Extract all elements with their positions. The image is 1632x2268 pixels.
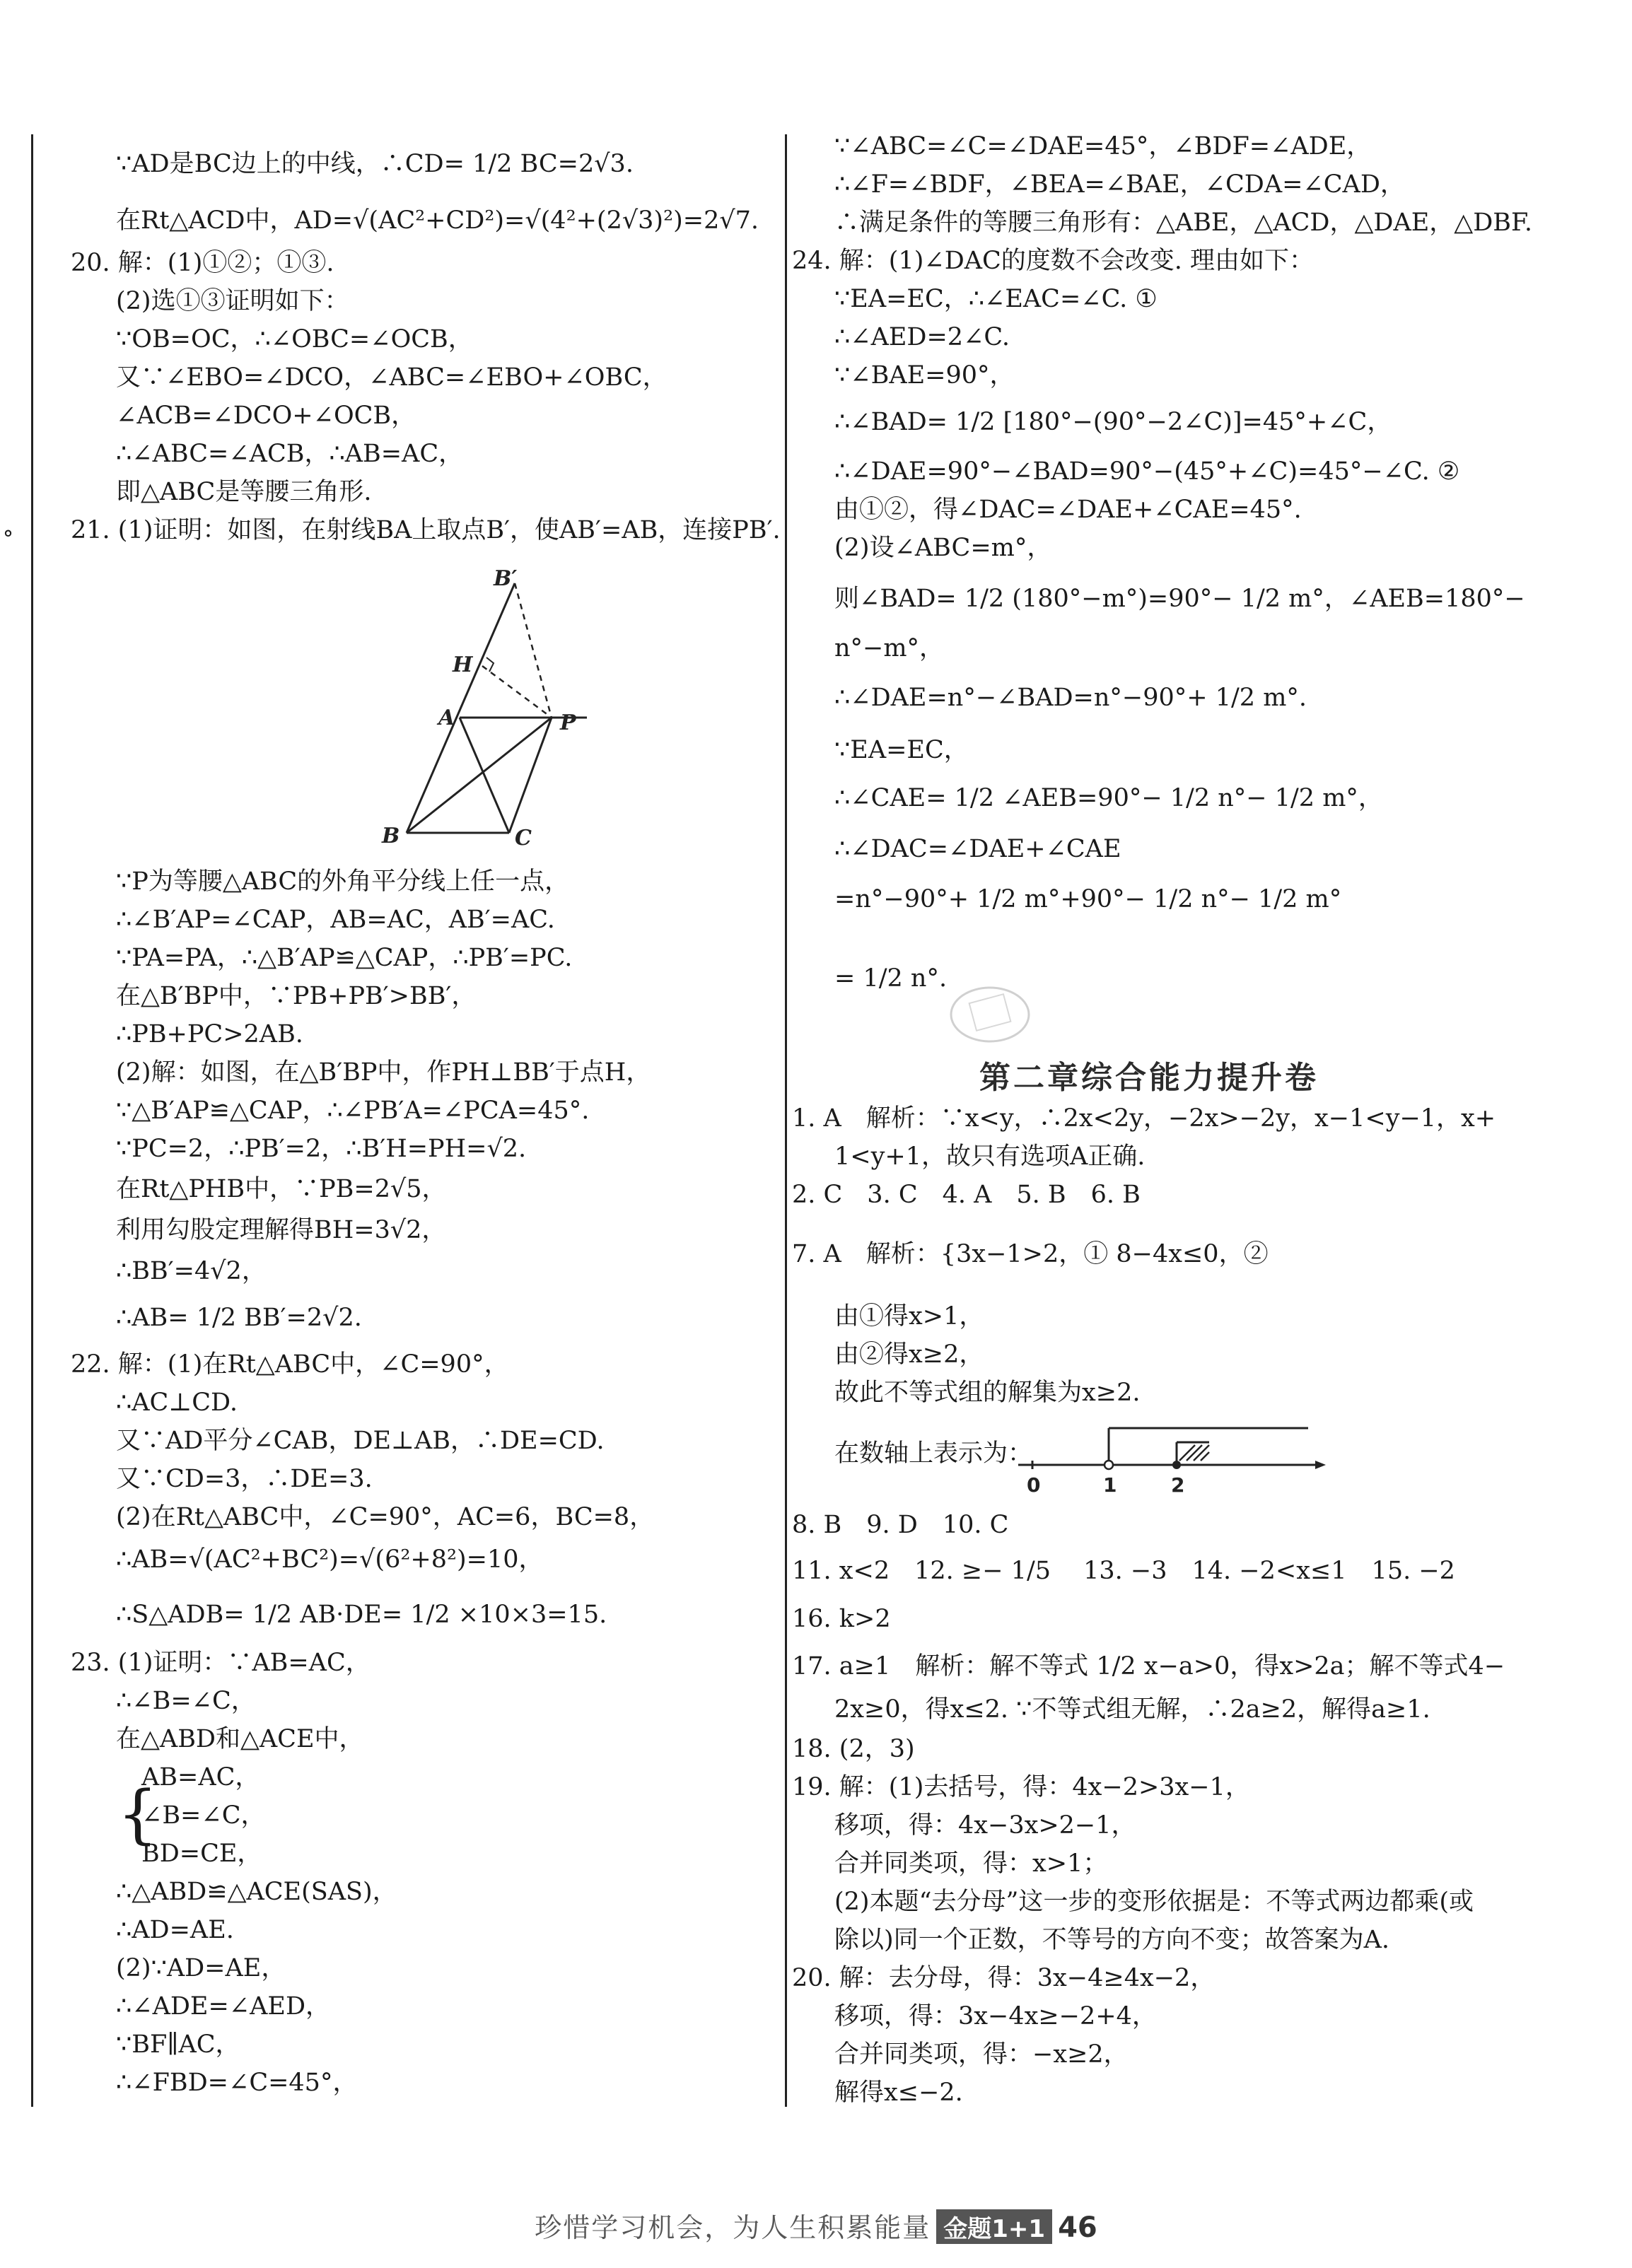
text-line: 24. 解：(1)∠DAC的度数不会改变. 理由如下： bbox=[792, 247, 1315, 275]
text-line: (2)本题“去分母”这一步的变形依据是：不等式两边都乘(或 bbox=[834, 1888, 1474, 1916]
text-line: ∴满足条件的等腰三角形有：△ABE，△ACD，△DAE，△DBF. bbox=[834, 209, 1532, 237]
text-line: ∵EA=EC，∴∠EAC=∠C. ① bbox=[834, 285, 1158, 313]
text-line: AB=AC， bbox=[141, 1763, 260, 1791]
text-line: 移项，得：3x−4x≥−2+4， bbox=[834, 2002, 1157, 2030]
text-line: BD=CE， bbox=[141, 1840, 262, 1868]
text-line: 又∵AD平分∠CAB，DE⊥AB，∴DE=CD. bbox=[116, 1427, 605, 1455]
text-line: 1. A 解析：∵x<y，∴2x<2y，−2x>−2y，x−1<y−1，x+ bbox=[792, 1104, 1496, 1133]
text-line: ∵∠BAE=90°， bbox=[834, 361, 1015, 390]
text-line: = 1/2 n°. bbox=[834, 964, 948, 993]
text-line: ∴∠B′AP=∠CAP，AB=AC，AB′=AC. bbox=[116, 906, 555, 934]
text-line: ∵PC=2，∴PB′=2，∴B′H=PH=√2. bbox=[116, 1135, 527, 1163]
tick-label-0: 0 bbox=[1027, 1473, 1041, 1497]
label-c: C bbox=[515, 826, 532, 850]
label-a: A bbox=[438, 706, 455, 730]
text-line: 由①得x>1， bbox=[834, 1302, 984, 1331]
text-line: (2)解：如图，在△B′BP中，作PH⊥BB′于点H， bbox=[116, 1058, 651, 1087]
text-line: 23. (1)证明：∵AB=AC， bbox=[71, 1649, 371, 1677]
text-line: ∠ACB=∠DCO+∠OCB， bbox=[116, 402, 416, 430]
text-line: 在数轴上表示为： bbox=[834, 1439, 1033, 1468]
text-line: ∴∠DAE=90°−∠BAD=90°−(45°+∠C)=45°−∠C. ② bbox=[834, 457, 1460, 486]
text-line: 8. B 9. D 10. C bbox=[792, 1511, 1009, 1539]
text-line: 除以)同一个正数，不等号的方向不变；故答案为A. bbox=[834, 1926, 1390, 1954]
text-line: 利用勾股定理解得BH=3√2， bbox=[116, 1216, 447, 1244]
text-line: ∴∠DAE=n°−∠BAD=n°−90°+ 1/2 m°. bbox=[834, 684, 1307, 712]
system-brace: { bbox=[117, 1777, 158, 1852]
text-line: ∴AB= 1/2 BB′=2√2. bbox=[116, 1304, 362, 1332]
text-line: 在Rt△PHB中，∵PB=2√5， bbox=[116, 1175, 447, 1203]
text-line: 17. a≥1 解析：解不等式 1/2 x−a>0，得x>2a；解不等式4− bbox=[792, 1652, 1505, 1680]
page-footer bbox=[0, 2206, 1632, 2245]
text-line: ∴∠FBD=∠C=45°， bbox=[116, 2069, 358, 2097]
text-line: 在△B′BP中，∵PB+PB′>BB′， bbox=[116, 982, 477, 1010]
text-line: 21. (1)证明：如图，在射线BA上取点B′，使AB′=AB，连接PB′. bbox=[71, 516, 781, 544]
text-line: 20. 解：(1)①②；①③. bbox=[71, 249, 334, 277]
text-line: 合并同类项，得：x>1； bbox=[834, 1849, 1108, 1878]
text-line: 在△ABD和△ACE中， bbox=[116, 1725, 364, 1753]
label-b-prime: B′ bbox=[494, 566, 518, 591]
text-line: ∴∠CAE= 1/2 ∠AEB=90°− 1/2 n°− 1/2 m°， bbox=[834, 784, 1383, 812]
text-line: ∵PA=PA，∴△B′AP≌△CAP，∴PB′=PC. bbox=[116, 944, 573, 972]
text-line: ∴∠F=∠BDF，∠BEA=∠BAE，∠CDA=∠CAD， bbox=[834, 170, 1405, 199]
margin-dot: ° bbox=[3, 527, 13, 551]
number-line bbox=[1004, 1421, 1329, 1499]
text-line: 移项，得：4x−3x>2−1， bbox=[834, 1811, 1136, 1840]
text-line: 则∠BAD= 1/2 (180°−m°)=90°− 1/2 m°，∠AEB=180°− bbox=[834, 585, 1525, 613]
text-line: (2)选①③证明如下： bbox=[116, 287, 349, 315]
text-line: 在Rt△ACD中，AD=√(AC²+CD²)=√(4²+(2√3)²)=2√7. bbox=[116, 206, 759, 235]
text-line: 7. A 解析：{3x−1>2，① 8−4x≤0，② bbox=[792, 1240, 1269, 1268]
text-line: 18. (2，3) bbox=[792, 1735, 915, 1763]
section-title: 第二章综合能力提升卷 bbox=[979, 1060, 1319, 1096]
text-line: ∴∠ADE=∠AED， bbox=[116, 1992, 331, 2021]
text-line: (2)设∠ABC=m°， bbox=[834, 534, 1052, 562]
text-line: (2)∵AD=AE， bbox=[116, 1954, 286, 1982]
text-line: ∴∠BAD= 1/2 [180°−(90°−2∠C)]=45°+∠C， bbox=[834, 408, 1392, 436]
text-line: ∴∠ABC=∠ACB，∴AB=AC， bbox=[116, 440, 464, 468]
text-line: 2. C 3. C 4. A 5. B 6. B bbox=[792, 1181, 1141, 1209]
text-line: 19. 解：(1)去括号，得：4x−2>3x−1， bbox=[792, 1773, 1250, 1801]
text-line: ∴AC⊥CD. bbox=[116, 1389, 238, 1417]
column-divider bbox=[785, 134, 787, 2107]
text-line: =n°−90°+ 1/2 m°+90°− 1/2 n°− 1/2 m° bbox=[834, 885, 1342, 913]
text-line: 又∵∠EBO=∠DCO，∠ABC=∠EBO+∠OBC， bbox=[116, 363, 668, 392]
text-line: ∴S△ADB= 1/2 AB·DE= 1/2 ×10×3=15. bbox=[116, 1601, 607, 1629]
text-line: ∵AD是BC边上的中线，∴CD= 1/2 BC=2√3. bbox=[116, 150, 634, 178]
text-line: 故此不等式组的解集为x≥2. bbox=[834, 1379, 1141, 1407]
text-line: 20. 解：去分母，得：3x−4≥4x−2， bbox=[792, 1964, 1216, 1992]
text-line: ∵OB=OC，∴∠OBC=∠OCB， bbox=[116, 325, 473, 353]
text-line: 22. 解：(1)在Rt△ABC中，∠C=90°， bbox=[71, 1350, 509, 1379]
text-line: ∴∠DAC=∠DAE+∠CAE bbox=[834, 835, 1121, 863]
text-line: 由①②，得∠DAC=∠DAE+∠CAE=45°. bbox=[834, 496, 1302, 524]
text-line: 11. x<2 12. ≥− 1/5 13. −3 14. −2<x≤1 15. −2 bbox=[792, 1557, 1455, 1585]
footer-brand-logo: 金题1+1 bbox=[936, 2209, 1052, 2244]
text-line: 16. k>2 bbox=[792, 1605, 891, 1633]
text-line: ∴PB+PC>2AB. bbox=[116, 1020, 303, 1048]
text-line: ∵∠ABC=∠C=∠DAE=45°，∠BDF=∠ADE， bbox=[834, 132, 1372, 160]
tick-label-1: 1 bbox=[1103, 1473, 1117, 1497]
text-line: ∴BB′=4√2， bbox=[116, 1257, 267, 1285]
text-line: ∵BF∥AC， bbox=[116, 2030, 240, 2059]
left-margin-rule bbox=[31, 134, 33, 2107]
text-line: ∵EA=EC， bbox=[834, 736, 969, 764]
text-line: (2)在Rt△ABC中，∠C=90°，AC=6，BC=8， bbox=[116, 1503, 655, 1531]
text-line: 又∵CD=3，∴DE=3. bbox=[116, 1465, 373, 1493]
label-b: B bbox=[382, 824, 400, 848]
text-line: ∵P为等腰△ABC的外角平分线上任一点， bbox=[116, 867, 570, 896]
text-line: ∵△B′AP≌△CAP，∴∠PB′A=∠PCA=45°. bbox=[116, 1097, 590, 1125]
text-line: 由②得x≥2， bbox=[834, 1340, 984, 1369]
label-h: H bbox=[453, 653, 473, 677]
text-line: 即△ABC是等腰三角形. bbox=[116, 478, 372, 506]
text-line: ∴AD=AE. bbox=[116, 1916, 234, 1944]
label-p: P bbox=[560, 711, 576, 735]
text-line: 合并同类项，得：−x≥2， bbox=[834, 2040, 1129, 2069]
watermark-stamp bbox=[948, 983, 1032, 1046]
text-line: ∠B=∠C， bbox=[141, 1801, 266, 1830]
text-line: ∴∠AED=2∠C. bbox=[834, 323, 1010, 351]
footer-slogan: 珍惜学习机会，为人生积累能量 bbox=[535, 2212, 931, 2243]
page-number: 46 bbox=[1058, 2211, 1097, 2244]
text-line: 1<y+1，故只有选项A正确. bbox=[834, 1142, 1146, 1171]
text-line: n°−m°， bbox=[834, 634, 945, 662]
text-line: ∴∠B=∠C， bbox=[116, 1687, 256, 1715]
text-line: ∴AB=√(AC²+BC²)=√(6²+8²)=10， bbox=[116, 1545, 544, 1574]
text-line: 2x≥0，得x≤2. ∵不等式组无解，∴2a≥2，解得a≥1. bbox=[834, 1695, 1430, 1724]
geometry-figure bbox=[304, 559, 615, 855]
text-line: ∴△ABD≌△ACE(SAS)， bbox=[116, 1878, 397, 1906]
tick-label-2: 2 bbox=[1171, 1473, 1185, 1497]
text-line: 解得x≤−2. bbox=[834, 2079, 963, 2107]
